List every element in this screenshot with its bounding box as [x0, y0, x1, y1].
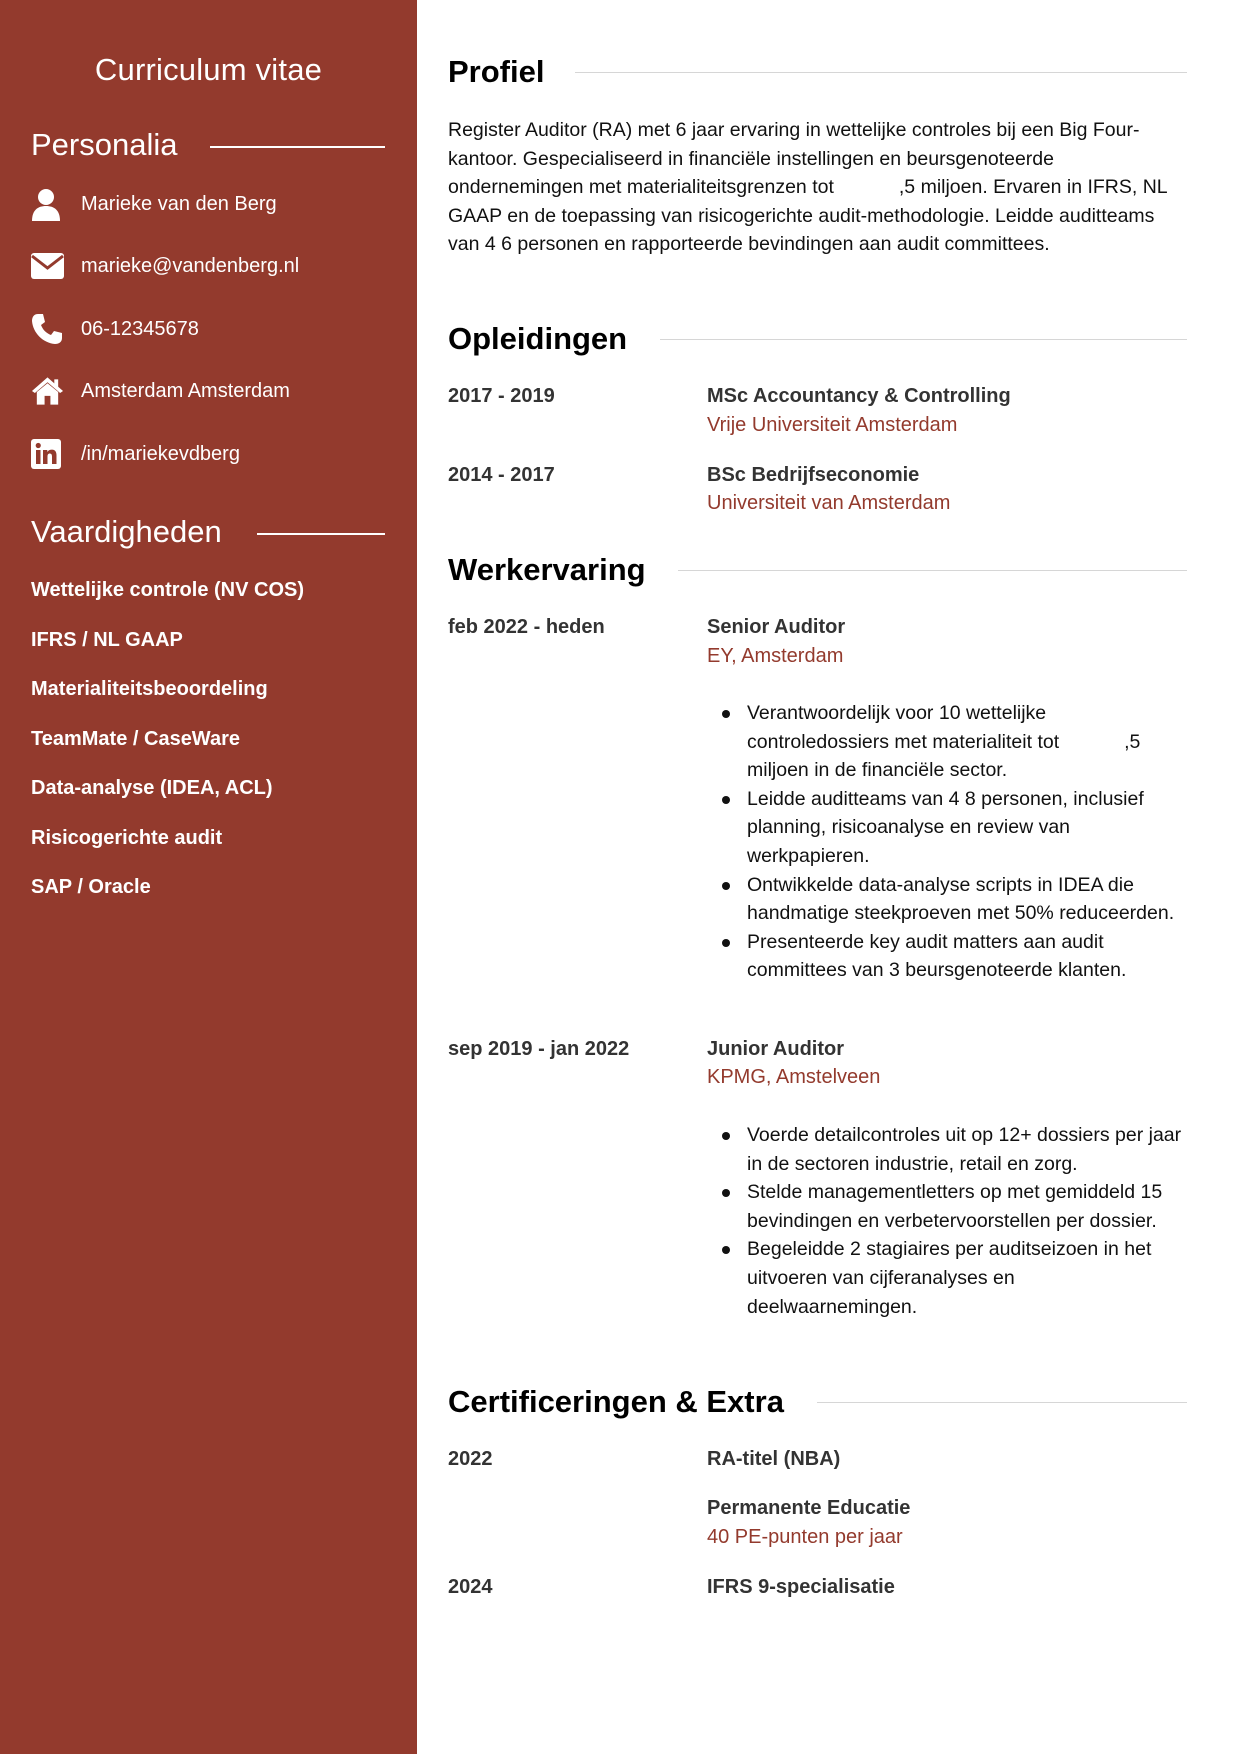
sidebar [0, 0, 417, 1754]
skill-item: Risicogerichte audit [31, 827, 223, 849]
home-icon [31, 375, 64, 408]
contact-phone-text[interactable]: 06-12345678 [81, 318, 199, 340]
cert-title: IFRS 9-specialisatie [707, 1576, 895, 1598]
contact-email-text[interactable]: marieke@vandenberg.nl [81, 255, 300, 277]
contact-name [31, 186, 277, 222]
certificeringen-heading: Certificeringen & Extra [448, 1384, 784, 1419]
education-institution: Vrije Universiteit Amsterdam [707, 414, 958, 436]
contact-address [31, 373, 290, 409]
opleidingen-rule [660, 339, 1187, 340]
skill-item: Data-analyse (IDEA, ACL) [31, 777, 273, 799]
cv-title: Curriculum vitae [94, 52, 323, 87]
job-bullet: Stelde managementletters op met gemiddeld 15 bevindingen en verbetervoorstellen per dossier. [747, 1178, 1187, 1235]
skills-rule [257, 533, 385, 535]
job-title: Senior Auditor [707, 616, 846, 638]
education-date: 2014 - 2017 [448, 464, 555, 486]
werkervaring-heading: Werkervaring [448, 552, 646, 587]
skills-heading [31, 514, 222, 550]
job-bullet: Verantwoordelijk voor 10 wettelijke controledossiers met materialiteit tot ,5 miljoen in de financiële sector. [747, 699, 1187, 785]
job-bullet: Presenteerde key audit matters aan audit committees van 3 beursgenoteerde klanten. [747, 928, 1187, 985]
job-bullet: Voerde detailcontroles uit op 12+ dossiers per jaar in de sectoren industrie, retail en zorg. [747, 1121, 1187, 1178]
job-date: feb 2022 - heden [448, 616, 605, 638]
envelope-icon [31, 250, 64, 283]
job-date: sep 2019 - jan 2022 [448, 1038, 630, 1060]
opleidingen-heading: Opleidingen [448, 321, 628, 356]
cert-date: 2024 [448, 1576, 493, 1598]
personalia-heading-label: Personalia [31, 127, 178, 162]
personalia-rule [210, 146, 385, 148]
education-title: BSc Bedrijfseconomie [707, 464, 920, 486]
contact-email[interactable] [31, 248, 300, 284]
job-title: Junior Auditor [707, 1038, 845, 1060]
job-bullets [747, 699, 1187, 985]
personalia-heading [31, 127, 177, 163]
job-bullet: Begeleidde 2 stagiaires per auditseizoen in het uitvoeren van cijferanalyses en deelwaarnemingen. [747, 1235, 1187, 1321]
job-bullets [747, 1121, 1187, 1321]
profiel-rule [575, 72, 1187, 73]
cert-date: 2022 [448, 1448, 493, 1470]
skills-heading-label: Vaardigheden [31, 514, 222, 549]
certificeringen-rule [817, 1402, 1187, 1403]
cert-title: RA-titel (NBA) [707, 1448, 841, 1470]
skill-item: Wettelijke controle (NV COS) [31, 579, 305, 601]
education-date: 2017 - 2019 [448, 385, 555, 407]
skill-item: Materialiteitsbeoordeling [31, 678, 268, 700]
main-content [417, 0, 1241, 1754]
phone-icon [31, 313, 64, 346]
profiel-text: Register Auditor (RA) met 6 jaar ervaring in wettelijke controles bij een Big Four-kantoor. Gespecialiseerd in financiële instellingen en beursgenoteerde ondernemingen met materialiteitsgrenzen tot ,5 miljoen. Ervaren in IFRS, NL GAAP en de toepassing van risicogerichte audit-methodologie. Leidde auditteams van 4 6 personen en rapporteerde bevindingen aan audit committees. [448, 119, 1173, 256]
contact-name-text: Marieke van den Berg [81, 193, 277, 215]
profiel-heading: Profiel [448, 54, 545, 89]
skill-item: IFRS / NL GAAP [31, 629, 183, 651]
linkedin-icon [31, 438, 64, 471]
cert-title: Permanente Educatie [707, 1497, 911, 1519]
education-institution: Universiteit van Amsterdam [707, 492, 951, 514]
contact-linkedin[interactable] [31, 436, 240, 472]
contact-linkedin-text[interactable]: /in/mariekevdberg [81, 443, 240, 465]
contact-address-text: Amsterdam Amsterdam [81, 380, 290, 402]
cert-sub: 40 PE-punten per jaar [707, 1526, 903, 1548]
job-employer: EY, Amsterdam [707, 645, 844, 667]
contact-phone[interactable] [31, 311, 199, 347]
job-bullet: Ontwikkelde data-analyse scripts in IDEA die handmatige steekproeven met 50% reduceerden. [747, 871, 1187, 928]
job-employer: KPMG, Amstelveen [707, 1066, 881, 1088]
skill-item: TeamMate / CaseWare [31, 728, 240, 750]
werkervaring-rule [678, 570, 1187, 571]
job-bullet: Leidde auditteams van 4 8 personen, inclusief planning, risicoanalyse en review van werkpapieren. [747, 785, 1187, 871]
skill-item: SAP / Oracle [31, 876, 151, 898]
education-title: MSc Accountancy & Controlling [707, 385, 1011, 407]
user-icon [31, 188, 64, 221]
